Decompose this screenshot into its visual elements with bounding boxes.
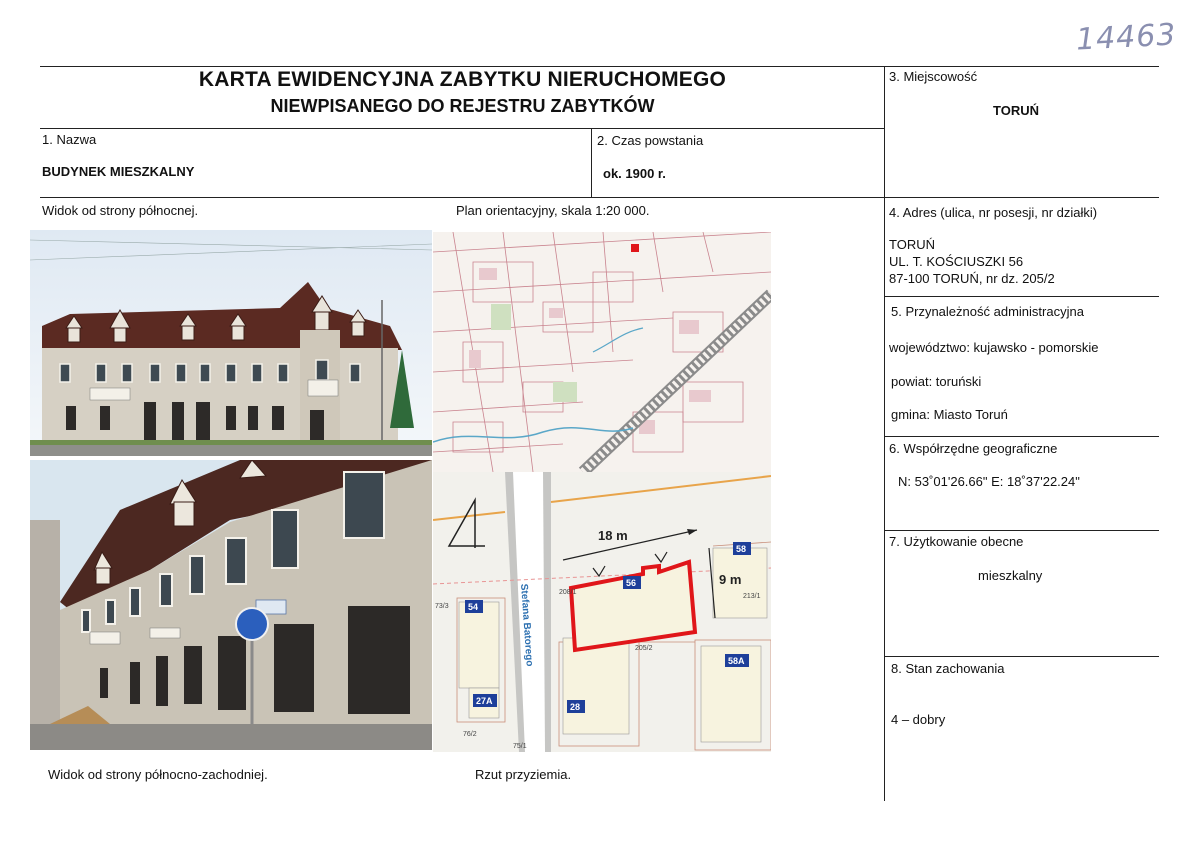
house-number-28: 28	[570, 702, 581, 712]
parcel-205-2: 205/2	[635, 645, 653, 652]
commune-value: gmina: Miasto Toruń	[891, 407, 1008, 422]
parcel-75-1: 75/1	[513, 743, 527, 750]
usage-label: 7. Użytkowanie obecne	[889, 534, 1024, 549]
orientation-map	[433, 232, 771, 472]
name-label: 1. Nazwa	[42, 132, 97, 147]
handwritten-archive-number: 14463	[1075, 17, 1178, 58]
address-line3: 87-100 TORUŃ, nr dz. 205/2	[889, 271, 1055, 286]
caption-north-view: Widok od strony północnej.	[42, 203, 199, 218]
address-line1: TORUŃ	[889, 237, 935, 252]
name-date-divider	[591, 128, 592, 197]
usage-value: mieszkalny	[978, 568, 1043, 583]
parcel-73-3: 73/3	[435, 603, 449, 610]
coordinates-value: N: 53˚01'26.66" E: 18˚37'22.24"	[898, 474, 1080, 489]
parcel-213-1: 213/1	[743, 593, 761, 600]
parcel-76-2: 76/2	[463, 731, 477, 738]
document-title: KARTA EWIDENCYJNA ZABYTKU NIERUCHOMEGO	[198, 68, 727, 91]
coordinates-label: 6. Współrzędne geograficzne	[889, 441, 1058, 456]
parcel-208-1: 208/1	[559, 589, 577, 596]
dim-length-label: 18 m	[598, 528, 628, 543]
house-number-56: 56	[626, 578, 637, 588]
condition-value: 4 – dobry	[891, 712, 946, 727]
admin-label: 5. Przynależność administracyjna	[891, 304, 1084, 319]
locality-value: TORUŃ	[993, 103, 1039, 118]
house-number-58: 58	[736, 544, 747, 554]
name-value: BUDYNEK MIESZKALNY	[42, 164, 195, 179]
street-name: Stefana Batorego	[518, 583, 535, 667]
creation-time-value: ok. 1900 r.	[603, 166, 666, 181]
ground-plan	[433, 472, 771, 752]
address-divider	[884, 296, 1159, 297]
house-number-58a: 58A	[728, 656, 745, 666]
county-value: powiat: toruński	[891, 374, 982, 389]
top-border	[40, 66, 1159, 67]
condition-label: 8. Stan zachowania	[891, 661, 1005, 676]
locality-label: 3. Miejscowość	[889, 69, 978, 84]
title-divider	[40, 128, 885, 129]
house-number-27a: 27A	[476, 696, 493, 706]
right-column-divider	[884, 66, 885, 801]
voivodeship-value: województwo: kujawsko - pomorskie	[889, 340, 1099, 355]
address-label: 4. Adres (ulica, nr posesji, nr działki)	[889, 205, 1098, 220]
name-divider	[40, 197, 1159, 198]
house-number-54: 54	[468, 602, 479, 612]
admin-divider	[884, 436, 1159, 437]
creation-time-label: 2. Czas powstania	[597, 133, 704, 148]
usage-divider	[884, 656, 1159, 657]
dim-width-label: 9 m	[719, 572, 742, 587]
caption-orientation-plan: Plan orientacyjny, skala 1:20 000.	[456, 203, 650, 218]
document-subtitle: NIEWPISANEGO DO REJESTRU ZABYTKÓW	[270, 96, 655, 116]
caption-northwest-view: Widok od strony północno-zachodniej.	[48, 767, 268, 782]
photo-north-view	[30, 230, 432, 456]
address-line2: UL. T. KOŚCIUSZKI 56	[889, 254, 1024, 269]
caption-ground-plan: Rzut przyziemia.	[475, 767, 572, 782]
coords-divider	[884, 530, 1159, 531]
photo-northwest-view	[30, 460, 432, 750]
